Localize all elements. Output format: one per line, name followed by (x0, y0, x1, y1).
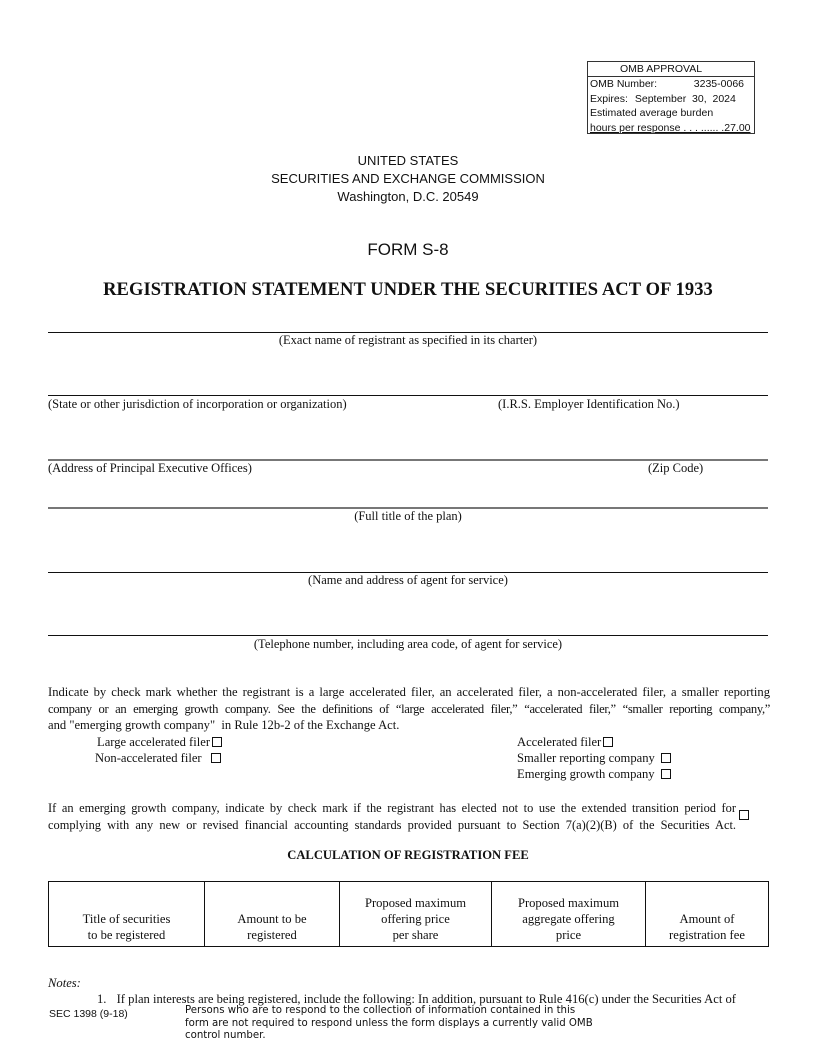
instructions-line-1: Indicate by check mark whether the registrant is a large accelerated filer, an accelerated filer, a non-accelerated filer, a smaller reporting (48, 685, 770, 699)
omb-header: OMB APPROVAL (588, 62, 754, 77)
fee-table-heading: CALCULATION OF REGISTRATION FEE (287, 848, 529, 862)
instructions-line-3: and "emerging growth company" in Rule 12b-2 of the Exchange Act. (48, 718, 400, 732)
header-line: Title of securities (82, 912, 171, 926)
transition-election-text (48, 800, 736, 833)
form-code: SEC 1398 (9-18) (49, 1008, 128, 1020)
column-header-amount-to-be-registered (205, 882, 340, 947)
table-header-row (49, 882, 769, 947)
header-line: offering price (381, 912, 450, 926)
plan-title-caption: (Full title of the plan) (354, 509, 462, 523)
disclaimer-line-2: form are not required to respond unless the form displays a currently valid OMB (185, 1017, 593, 1029)
checkbox-icon[interactable] (603, 737, 613, 747)
paperwork-disclaimer (185, 1005, 593, 1043)
non-accelerated-filer-label: Non-accelerated filer (95, 751, 202, 765)
column-header-registration-fee (646, 882, 769, 947)
checkbox-smaller-reporting-company[interactable] (517, 751, 671, 766)
checkbox-emerging-growth-company[interactable] (517, 767, 671, 782)
column-header-offering-price-per-share (340, 882, 492, 947)
checkbox-non-accelerated-filer[interactable] (95, 751, 221, 766)
omb-number-value: 3235-0066 (693, 78, 744, 90)
omb-expires-value: September 30, 2024 (634, 92, 736, 105)
zip-caption: (Zip Code) (648, 461, 704, 475)
omb-burden-line1: Estimated average burden (590, 107, 714, 119)
state-jurisdiction-caption: (State or other jurisdiction of incorporation or organization) (48, 397, 347, 411)
column-header-aggregate-offering-price (492, 882, 646, 947)
transition-line-1: If an emerging growth company, indicate by check mark if the registrant has elected not to use the extended transition period for (48, 801, 736, 815)
header-line: registered (247, 928, 297, 942)
disclaimer-line-3: control number. (185, 1030, 266, 1041)
filer-status-instructions (48, 684, 770, 734)
agent-name-address-caption: (Name and address of agent for service) (308, 573, 508, 587)
agency-line-1: UNITED STATES (357, 153, 459, 168)
large-accelerated-filer-label: Large accelerated filer (97, 735, 211, 749)
registration-fee-table (48, 881, 769, 947)
checkbox-icon[interactable] (661, 753, 671, 763)
notes-label: Notes: (48, 976, 81, 990)
smaller-reporting-company-label: Smaller reporting company (517, 751, 655, 765)
checkbox-icon[interactable] (212, 737, 222, 747)
checkbox-accelerated-filer[interactable] (517, 735, 613, 750)
omb-burden-line2: hours per response . . . ...... .27.00 (590, 121, 751, 134)
header-line: price (555, 928, 582, 942)
note-text: If plan interests are being registered, include the following: In addition, pursuant to Rule 416(c) under the Securities Act of (116, 992, 736, 1006)
agency-line-2: SECURITIES AND EXCHANGE COMMISSION (271, 171, 545, 186)
instructions-line-2: company or an emerging growth company. See the definitions of “large accelerated filer,” “accelerated filer,” “smaller reporting company,” (48, 701, 770, 716)
form-name: FORM S-8 (367, 240, 449, 259)
header-line: Amount of (679, 912, 735, 926)
transition-line-2: complying with any new or revised financial accounting standards provided pursuant to Section 7(a)(2)(B) of the Securities Act. (48, 817, 736, 832)
header-line: to be registered (87, 928, 166, 942)
note-number: 1. (97, 992, 107, 1006)
omb-number-row (588, 77, 754, 92)
checkbox-icon[interactable] (211, 753, 221, 763)
checkbox-large-accelerated-filer[interactable] (97, 735, 222, 750)
page-title: REGISTRATION STATEMENT UNDER THE SECURITIES ACT OF 1933 (103, 280, 713, 300)
header-line: Amount to be (237, 912, 307, 926)
header-line: registration fee (669, 928, 745, 942)
header-line: per share (392, 928, 439, 942)
registrant-name-caption: (Exact name of registrant as specified in its charter) (278, 333, 538, 347)
checkbox-icon[interactable] (661, 769, 671, 779)
agent-phone-caption: (Telephone number, including area code, of agent for service) (253, 637, 563, 651)
agency-line-3: Washington, D.C. 20549 (337, 189, 479, 204)
state-jurisdiction-field[interactable] (48, 395, 768, 396)
accelerated-filer-label: Accelerated filer (517, 735, 602, 749)
emerging-growth-company-label: Emerging growth company (517, 767, 655, 781)
agency-header (0, 152, 816, 206)
header-line: Proposed maximum (364, 896, 467, 910)
column-header-title-of-securities (49, 882, 205, 947)
agent-phone-field[interactable] (48, 635, 768, 636)
omb-expires-label: Expires: (590, 92, 628, 105)
checkbox-transition-election[interactable] (739, 810, 749, 820)
disclaimer-line-1: Persons who are to respond to the collection of information contained in this (185, 1005, 576, 1016)
omb-approval-box (587, 61, 755, 134)
header-line: Proposed maximum (517, 896, 620, 910)
omb-number-label: OMB Number: (590, 78, 658, 90)
irs-ein-caption: (I.R.S. Employer Identification No.) (498, 397, 680, 411)
header-line: aggregate offering (522, 912, 615, 926)
omb-expires-row (588, 92, 754, 107)
address-caption: (Address of Principal Executive Offices) (48, 461, 252, 475)
